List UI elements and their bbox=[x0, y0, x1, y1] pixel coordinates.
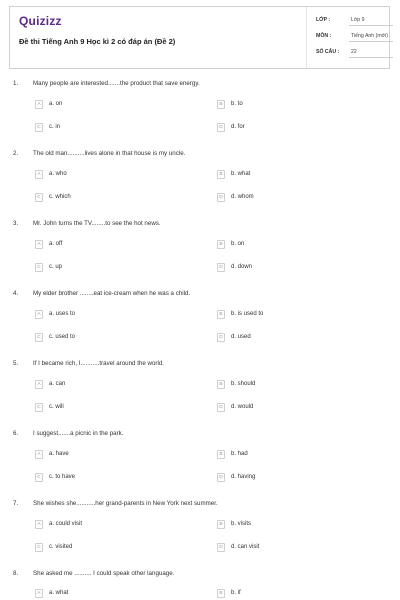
option-letter: C bbox=[35, 123, 43, 132]
option-text: b. should bbox=[231, 381, 256, 387]
option-letter: D bbox=[217, 263, 225, 272]
option-text: b. on bbox=[231, 241, 245, 247]
question-8 bbox=[0, 570, 400, 600]
question-number: 2. bbox=[13, 150, 19, 157]
option-letter: B bbox=[217, 310, 225, 319]
option-text: d. down bbox=[231, 264, 253, 270]
meta-class-label: LỚP : bbox=[316, 17, 331, 23]
question-number: 5. bbox=[13, 360, 19, 367]
option-letter: A bbox=[35, 380, 43, 389]
option-text: b. if bbox=[231, 590, 241, 596]
option-text: a. uses to bbox=[49, 311, 76, 317]
option-text: b. what bbox=[231, 171, 251, 177]
quizizz-logo: Quizizz bbox=[19, 14, 62, 28]
question-2 bbox=[0, 150, 400, 212]
meta-subject-underline bbox=[349, 41, 393, 42]
option-text: a. can bbox=[49, 381, 66, 387]
question-text: If I became rich, I...........travel around the world. bbox=[33, 360, 165, 367]
meta-class-underline bbox=[349, 25, 393, 26]
meta-class-value: Lớp 9 bbox=[351, 17, 365, 23]
option-letter: A bbox=[35, 240, 43, 249]
question-4 bbox=[0, 290, 400, 352]
option-text: c. visited bbox=[49, 544, 73, 550]
option-letter: A bbox=[35, 520, 43, 529]
option-text: a. on bbox=[49, 101, 63, 107]
option-text: d. whom bbox=[231, 194, 254, 200]
meta-count-label: SỐ CÂU : bbox=[316, 49, 340, 55]
question-number: 1. bbox=[13, 80, 19, 87]
option-text: b. had bbox=[231, 451, 248, 457]
option-text: d. for bbox=[231, 124, 245, 130]
question-text: I suggest.......a picnic in the park. bbox=[33, 430, 124, 437]
option-letter: C bbox=[35, 263, 43, 272]
question-number: 8. bbox=[13, 570, 19, 577]
option-text: b. to bbox=[231, 101, 243, 107]
option-text: c. in bbox=[49, 124, 61, 130]
option-text: a. what bbox=[49, 590, 69, 596]
question-5 bbox=[0, 360, 400, 422]
option-letter: A bbox=[35, 170, 43, 179]
option-letter: C bbox=[35, 333, 43, 342]
option-letter: C bbox=[35, 193, 43, 202]
question-7 bbox=[0, 500, 400, 562]
question-number: 4. bbox=[13, 290, 19, 297]
option-text: a. who bbox=[49, 171, 67, 177]
option-text: c. used to bbox=[49, 334, 76, 340]
question-text: She asked me .......... I could speak other language. bbox=[33, 570, 175, 577]
option-letter: B bbox=[217, 450, 225, 459]
option-letter: C bbox=[35, 543, 43, 552]
option-letter: D bbox=[217, 333, 225, 342]
meta-count bbox=[316, 49, 390, 59]
option-letter: D bbox=[217, 123, 225, 132]
header-divider bbox=[306, 7, 307, 68]
option-letter: A bbox=[35, 310, 43, 319]
option-text: c. to have bbox=[49, 474, 76, 480]
question-text: The old man..........lives alone in that house is my uncle. bbox=[33, 150, 186, 157]
option-letter: D bbox=[217, 403, 225, 412]
option-letter: B bbox=[217, 380, 225, 389]
question-1 bbox=[0, 80, 400, 142]
option-text: a. have bbox=[49, 451, 69, 457]
option-text: d. would bbox=[231, 404, 254, 410]
option-text: c. which bbox=[49, 194, 71, 200]
option-letter: B bbox=[217, 170, 225, 179]
option-text: d. can visit bbox=[231, 544, 260, 550]
meta-count-value: 22 bbox=[351, 49, 357, 55]
option-letter: B bbox=[217, 240, 225, 249]
option-text: c. will bbox=[49, 404, 64, 410]
question-number: 6. bbox=[13, 430, 19, 437]
option-text: a. off bbox=[49, 241, 63, 247]
question-3 bbox=[0, 220, 400, 282]
worksheet-title: Đề thi Tiếng Anh 9 Học kì 2 có đáp án (Đề 2) bbox=[19, 37, 176, 46]
meta-count-underline bbox=[349, 57, 393, 58]
option-letter: B bbox=[217, 100, 225, 109]
option-text: b. is used to bbox=[231, 311, 264, 317]
meta-subject bbox=[316, 33, 390, 43]
question-number: 3. bbox=[13, 220, 19, 227]
option-text: d. used bbox=[231, 334, 251, 340]
option-letter: A bbox=[35, 589, 43, 598]
option-letter: A bbox=[35, 100, 43, 109]
question-number: 7. bbox=[13, 500, 19, 507]
question-text: Mr. John turns the TV........to see the hot news. bbox=[33, 220, 161, 227]
option-text: b. visits bbox=[231, 521, 252, 527]
option-letter: B bbox=[217, 589, 225, 598]
option-letter: D bbox=[217, 193, 225, 202]
option-letter: A bbox=[35, 450, 43, 459]
option-letter: D bbox=[217, 543, 225, 552]
worksheet-header bbox=[9, 6, 390, 69]
option-letter: C bbox=[35, 473, 43, 482]
option-text: d. having bbox=[231, 474, 256, 480]
meta-subject-value: Tiếng Anh (mới) bbox=[351, 33, 388, 39]
question-text: My elder brother ........eat ice-cream when he was a child. bbox=[33, 290, 191, 297]
meta-subject-label: MÔN : bbox=[316, 33, 332, 39]
question-text: Many people are interested.......the product that save energy. bbox=[33, 80, 200, 87]
question-text: She wishes she...........her grand-parents in New York next summer. bbox=[33, 500, 218, 507]
meta-class bbox=[316, 17, 390, 27]
option-letter: B bbox=[217, 520, 225, 529]
option-letter: C bbox=[35, 403, 43, 412]
option-text: a. could visit bbox=[49, 521, 83, 527]
option-letter: D bbox=[217, 473, 225, 482]
question-6 bbox=[0, 430, 400, 492]
option-text: c. up bbox=[49, 264, 63, 270]
